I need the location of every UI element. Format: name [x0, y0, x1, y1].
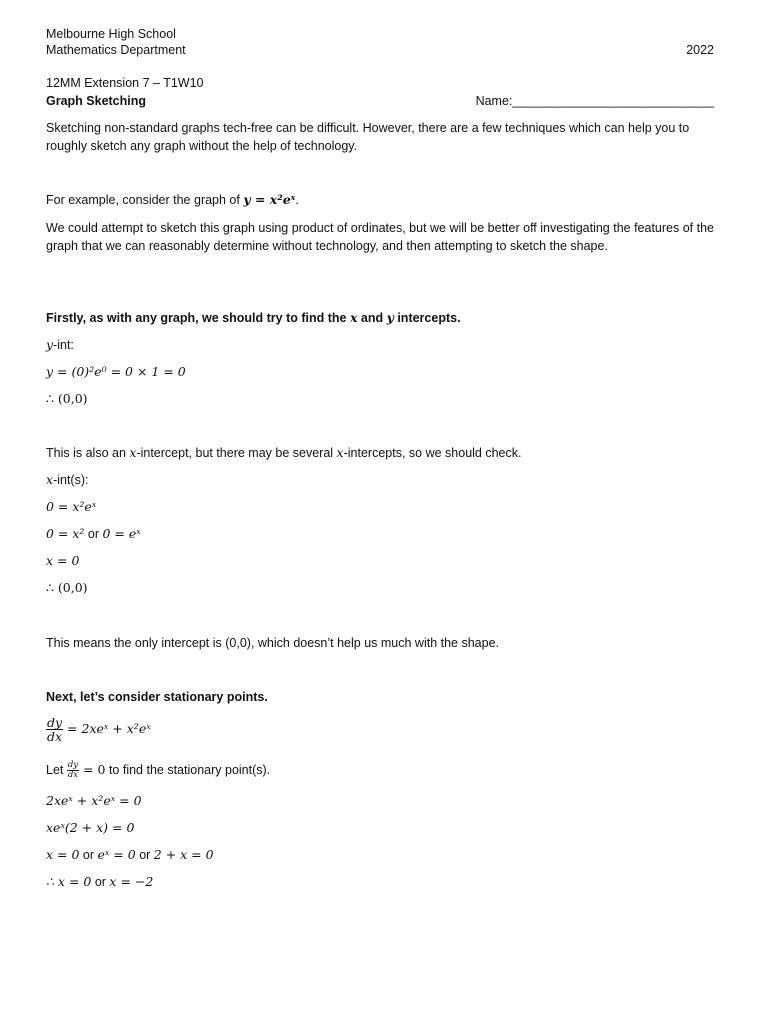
note-text-mid: -intercept, but there may be several — [136, 446, 337, 460]
xint-text: -int(s): — [53, 473, 89, 487]
xint-var: x — [46, 472, 54, 487]
let-text: Let — [46, 763, 67, 777]
note-text: This is also an — [46, 446, 130, 460]
xint-eq2-or: or — [84, 527, 103, 541]
example-equation: y = x²eˣ — [243, 192, 296, 207]
eq3-part-c: 2 + x = 0 — [153, 847, 214, 862]
heading-text-and: and — [357, 311, 387, 325]
note-text-end: -intercepts, so we should check. — [343, 446, 522, 460]
xint-equation-1: 0 = x²eˣ — [46, 499, 97, 514]
result-or: or — [91, 875, 110, 889]
intro-paragraph: Sketching non-standard graphs tech-free can be difficult. However, there are a few techniques which can help you to roughly sketch any graph without the help of technology. — [46, 121, 690, 153]
let-num: dy — [67, 760, 79, 771]
let-den: dx — [67, 770, 79, 781]
note-x: x — [129, 445, 137, 460]
school-name: Melbourne High School — [46, 27, 176, 41]
topic-title: Graph Sketching — [46, 94, 147, 108]
yint-text: -int: — [53, 338, 74, 352]
example-tail: . — [295, 193, 299, 207]
intercepts-heading — [46, 310, 461, 326]
let-line — [46, 759, 270, 781]
course-code: 12MM Extension 7 – T1W10 — [46, 76, 204, 90]
xint-equation-3: x = 0 — [46, 553, 80, 568]
deriv-den: dx — [47, 729, 63, 745]
xint-equation-2 — [46, 526, 141, 542]
eq3-or-1: or — [79, 848, 98, 862]
let-tail: to find the stationary point(s). — [105, 763, 271, 777]
let-fraction — [67, 761, 79, 780]
yint-label — [46, 337, 74, 353]
year: 2022 — [686, 43, 714, 57]
result-part-b: x = −2 — [109, 874, 154, 889]
name-field: Name:_____________________________ — [475, 94, 714, 108]
xint-eq2-right: 0 = eˣ — [102, 526, 141, 541]
note-x2: x — [336, 445, 344, 460]
deriv-num: dy — [47, 715, 63, 731]
xint-note — [46, 445, 521, 461]
stationary-eq-2: xeˣ(2 + x) = 0 — [46, 820, 135, 835]
let-eq: = 0 — [79, 762, 106, 777]
result-part-a: ∴ x = 0 — [46, 874, 92, 889]
heading-x: x — [349, 310, 358, 325]
heading-y: y — [386, 310, 394, 325]
stationary-eq-1: 2xeˣ + x²eˣ = 0 — [46, 793, 142, 808]
xint-result: ∴ (0,0) — [46, 580, 88, 595]
derivative-line — [46, 714, 151, 744]
xint-label — [46, 472, 88, 488]
eq3-or-2: or — [135, 848, 154, 862]
yint-equation: y = (0)²e⁰ = 0 × 1 = 0 — [46, 364, 186, 379]
example-line — [46, 192, 299, 208]
example-paragraph: We could attempt to sketch this graph using product of ordinates, but we will be better off investigating the features of the graph that we can reasonably determine without technology, and then attempting to sketch the shape. — [46, 221, 714, 253]
derivative-fraction — [46, 716, 63, 743]
stationary-eq-3 — [46, 847, 214, 863]
derivative-rhs: = 2xeˣ + x²eˣ — [63, 721, 151, 736]
eq3-part-b: eˣ = 0 — [97, 847, 136, 862]
heading-text: Firstly, as with any graph, we should try to find the — [46, 311, 350, 325]
stationary-result — [46, 874, 153, 890]
xint-eq2-left: 0 = x² — [46, 526, 85, 541]
stationary-heading: Next, let’s consider stationary points. — [46, 690, 268, 704]
yint-var: y — [46, 337, 54, 352]
intercept-conclusion: This means the only intercept is (0,0), which doesn’t help us much with the shape. — [46, 636, 500, 650]
eq3-part-a: x = 0 — [46, 847, 80, 862]
department-name: Mathematics Department — [46, 43, 186, 57]
example-lead: For example, consider the graph of — [46, 193, 244, 207]
yint-result: ∴ (0,0) — [46, 391, 88, 406]
heading-text-end: intercepts. — [393, 311, 461, 325]
